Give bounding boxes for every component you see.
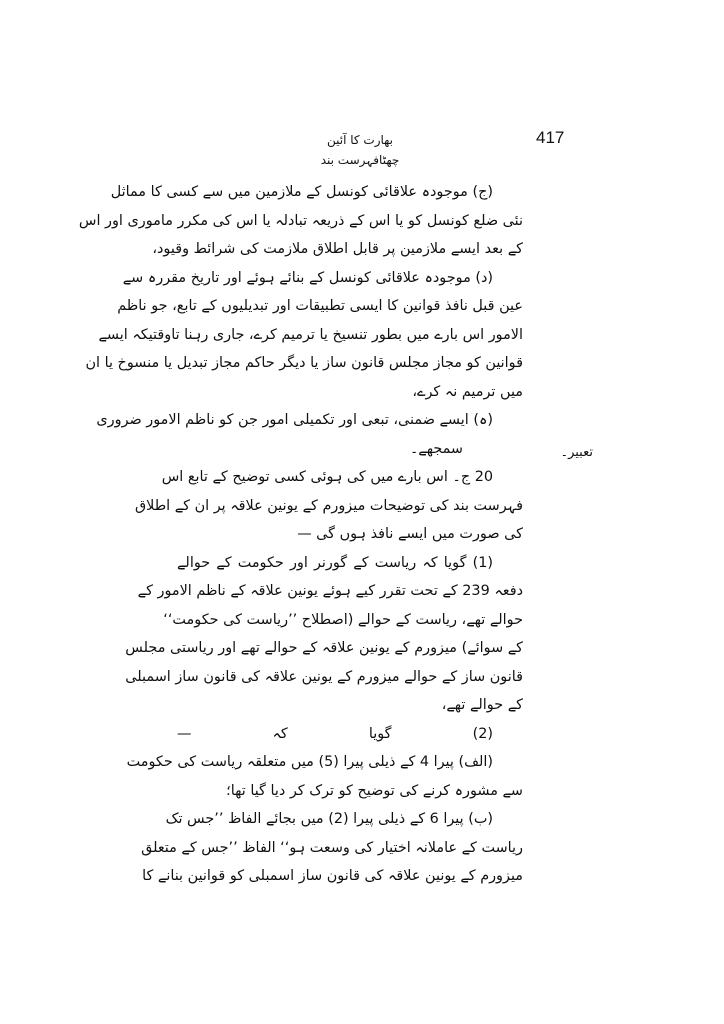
text-line: میں ترمیم نہ کرے، [412, 383, 523, 400]
text-line: نئی ضلع کونسل کو یا اس کے ذریعہ تبادلہ یا اس کی مکرر ماموری اور اس [78, 212, 523, 229]
body-text [78, 178, 523, 891]
text-line: قانون ساز کے حوالے میزورم کے یونین علاقہ کی قانون ساز اسمبلی [125, 668, 523, 685]
text-line: الامور اس بارے میں بطور تنسیخ یا ترمیم کرے، جاری رہنا تاوقتیکہ ایسے [98, 326, 523, 343]
text-line: کی صورت میں ایسے نافذ ہوں گی — [297, 526, 523, 542]
text-line: (ج) موجودہ علاقائی کونسل کے ملازمین میں سے کسی کا مماثل [110, 184, 493, 200]
header-title: بھارت کا آئین [326, 133, 394, 147]
text-line: (د) موجودہ علاقائی کونسل کے بنائے ہوئے اور تاریخ مقررہ سے [122, 269, 493, 286]
text-line: (2) گویا کہ — [177, 725, 493, 742]
text-line: فہرست بند کی توضیحات میزورم کے یونین علاقہ پر ان کے اطلاق [134, 497, 523, 514]
text-line: کے بعد ایسے ملازمین پر قابل اطلاق ملازمت کی شرائط وقیود، [152, 241, 523, 257]
text-line: دفعہ 239 کے تحت تقرر کیے ہوئے یونین علاقہ کے ناظم الامور کے [137, 583, 523, 599]
text-line: (1) گویا کہ ریاست کے گورنر اور حکومت کے حوالے [177, 554, 493, 571]
page-number: 417 [536, 128, 565, 147]
text-line: حوالے تھے، ریاست کے حوالے (اصطلاح ’’ریاست کی حکومت‘‘ [163, 611, 523, 628]
text-line: عین قبل نافذ قوانین کا ایسی تطبیقات اور تبدیلیوں کے تابع، جو ناظم [117, 298, 523, 314]
text-line: کے سوائے) میزورم کے یونین علاقہ کے حوالے تھے اور ریاستی مجلس [125, 640, 523, 656]
text-line: کے حوالے تھے، [441, 697, 523, 713]
text-line: (ہ) ایسے ضمنی، تبعی اور تکمیلی امور جن کو ناظم الامور ضروری [96, 412, 493, 428]
text-line: (الف) پیرا 4 کے ذیلی پیرا (5) میں متعلقہ ریاست کی حکومت [126, 754, 493, 770]
margin-note: تعبیر۔ [560, 445, 593, 460]
text-line: (ب) پیرا 6 کے ذیلی پیرا (2) میں بجائے الفاظ ’’جس تک [165, 811, 493, 827]
text-line: میزورم کے یونین علاقہ کی قانون ساز اسمبلی کو قوانین بنانے کا [142, 868, 523, 884]
page-header [270, 130, 450, 170]
header-subtitle: چھٹافہرست بند [320, 153, 400, 167]
text-line: سمجھے۔ [409, 440, 463, 457]
text-line: قوانین کو مجاز مجلس قانون ساز یا دیگر حاکم مجاز تبدیل یا منسوخ یا ان [85, 355, 523, 371]
text-line: ریاست کے عاملانہ اختیار کی وسعت ہو‘‘ الفاظ ’’جس کے متعلق [141, 839, 523, 856]
text-line: 20 ج۔ اس بارے میں کی ہوئی کسی توضیح کے تابع اس [161, 469, 493, 485]
text-line: سے مشورہ کرنے کی توضیح کو ترک کر دیا گیا تھا؛ [226, 782, 523, 799]
